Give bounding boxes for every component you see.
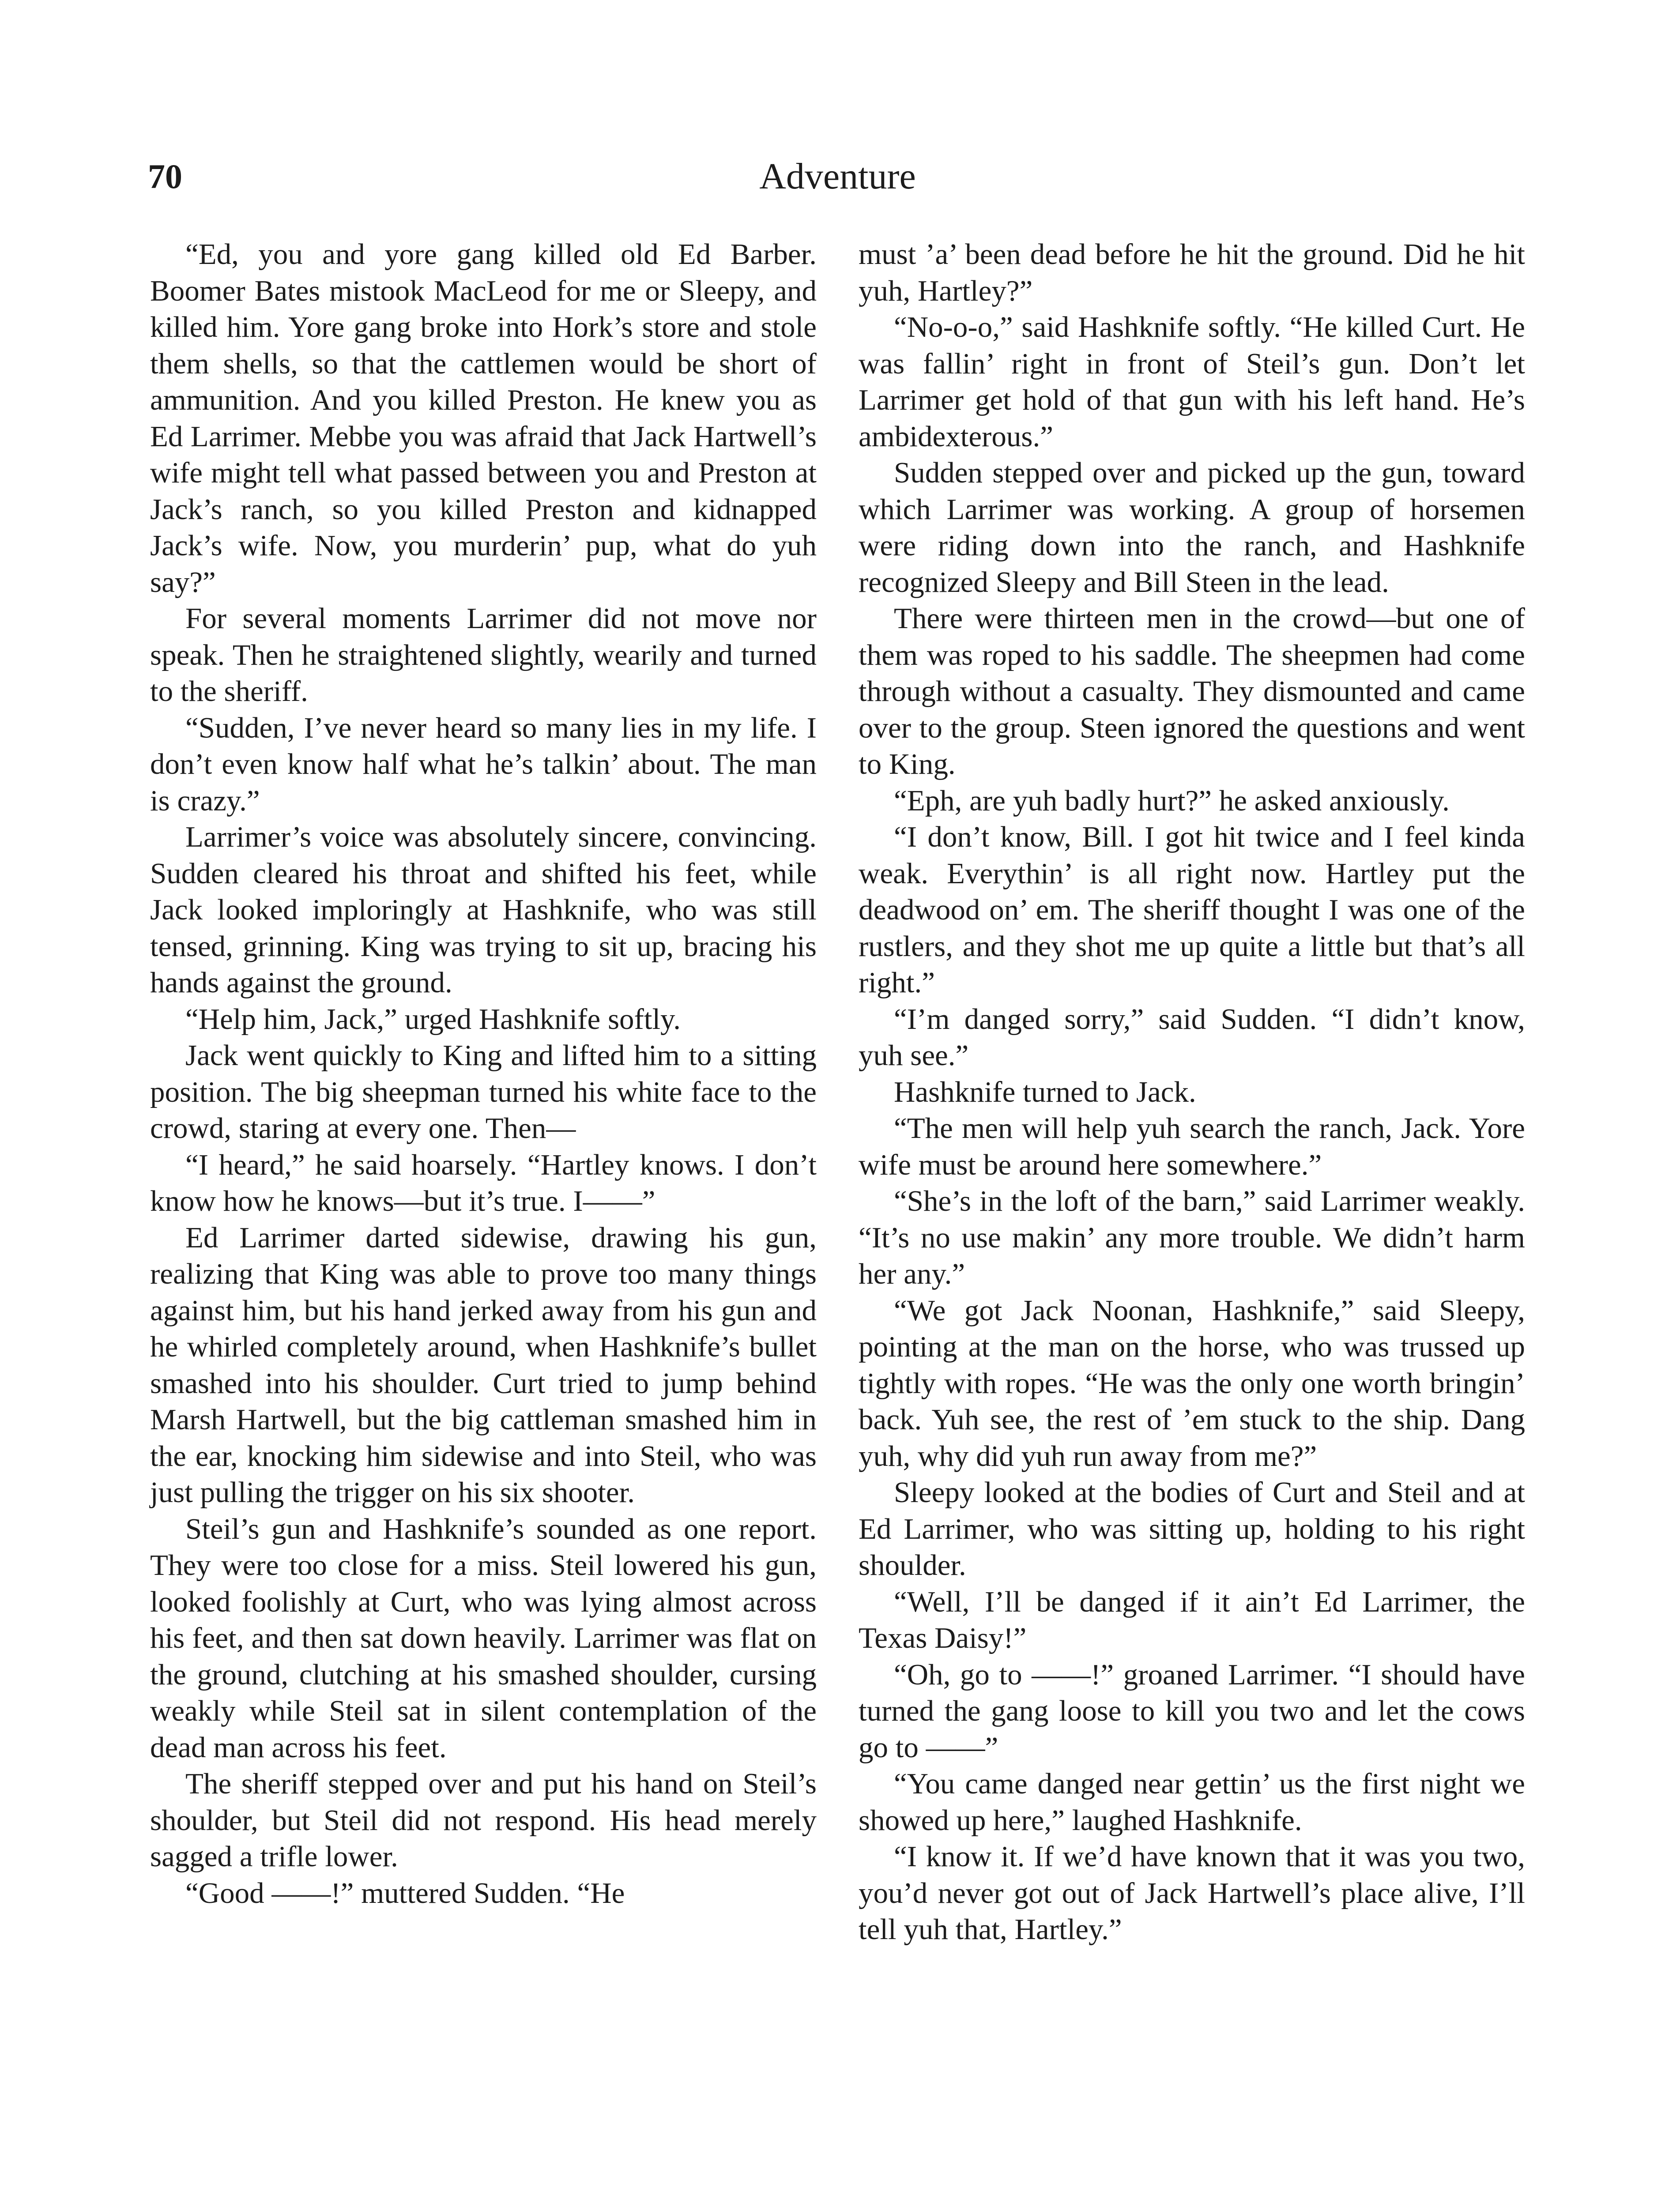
paragraph: Larrimer’s voice was absolutely sincere, convincing. Sudden cleared his throat and shifted his feet, while Jack looked imploringly at Hashknife, who was still tensed, grinning. King was trying to sit up, bracing his hands against the ground. bbox=[150, 821, 817, 999]
paragraph: There were thirteen men in the crowd—but one of them was roped to his saddle. The sheepmen had come through without a casualty. They dismounted and came over to the group. Steen ignored the questions and went to King. bbox=[859, 602, 1525, 780]
paragraph: “I don’t know, Bill. I got hit twice and I feel kinda weak. Everythin’ is all right now. Hartley put the deadwood on’ em. The sheriff thought I was one of the rustlers, and they shot me up quite a little but that’s all right.” bbox=[859, 821, 1525, 999]
paragraph: “I’m danged sorry,” said Sudden. “I didn’t know, yuh see.” bbox=[859, 1002, 1525, 1072]
paragraph: “I know it. If we’d have known that it was you two, you’d never got out of Jack Hartwell’s place alive, I’ll tell yuh that, Hartley.” bbox=[859, 1840, 1525, 1946]
left-column bbox=[150, 236, 817, 1911]
paragraph: “No-o-o,” said Hashknife softly. “He killed Curt. He was fallin’ right in front of Steil’s gun. Don’t let Larrimer get hold of that gun with his left hand. He’s ambidexterous.” bbox=[859, 311, 1525, 453]
paragraph: “I heard,” he said hoarsely. “Hartley knows. I don’t know how he knows—but it’s true. I——” bbox=[150, 1148, 817, 1217]
paragraph: “We got Jack Noonan, Hashknife,” said Sleepy, pointing at the man on the horse, who was trussed up tightly with ropes. “He was the only one worth bringin’ back. Yuh see, the rest of ’em stuck to the ship. Dang yuh, why did yuh run away from me?” bbox=[859, 1294, 1525, 1473]
paragraph: “Good ——!” muttered Sudden. “He bbox=[185, 1876, 625, 1909]
paragraph: For several moments Larrimer did not move nor speak. Then he straightened slightly, wearily and turned to the sheriff. bbox=[150, 602, 817, 708]
paragraph: “Help him, Jack,” urged Hashknife softly. bbox=[185, 1002, 681, 1036]
paragraph: The sheriff stepped over and put his hand on Steil’s shoulder, but Steil did not respond. His head merely sagged a trifle lower. bbox=[150, 1767, 817, 1873]
page-header bbox=[148, 148, 1527, 205]
paragraph: “Oh, go to ——!” groaned Larrimer. “I should have turned the gang loose to kill you two and let the cows go to ——” bbox=[859, 1658, 1525, 1764]
paragraph: “She’s in the loft of the barn,” said Larrimer weakly. “It’s no use makin’ any more trouble. We didn’t harm her any.” bbox=[859, 1185, 1525, 1290]
paragraph: Steil’s gun and Hashknife’s sounded as one report. They were too close for a miss. Steil lowered his gun, looked foolishly at Curt, who was lying almost across his feet, and then sat down heavily. Larrimer was flat on the ground, clutching at his smashed shoulder, cursing weakly while Steil sat in silent contemplation of the dead man across his feet. bbox=[150, 1512, 817, 1764]
paragraph: Hashknife turned to Jack. bbox=[894, 1075, 1196, 1108]
right-column bbox=[859, 236, 1525, 1948]
paragraph: “The men will help yuh search the ranch, Jack. Yore wife must be around here somewhere.” bbox=[859, 1112, 1525, 1181]
paragraph: “Well, I’ll be danged if it ain’t Ed Larrimer, the Texas Daisy!” bbox=[859, 1585, 1525, 1654]
paragraph: Sudden stepped over and picked up the gun, toward which Larrimer was working. A group of horsemen were riding down into the ranch, and Hashknife recognized Sleepy and Bill Steen in the lead. bbox=[859, 456, 1525, 599]
paragraph: “Ed, you and yore gang killed old Ed Barber. Boomer Bates mistook MacLeod for me or Sleepy, and killed him. Yore gang broke into Hork’s store and stole them shells, so that the cattlemen would be short of ammunition. And you killed Preston. He knew you as Ed Larrimer. Mebbe you was afraid that Jack Hartwell’s wife might tell what passed between you and Preston at Jack’s ranch, so you killed Preston and kidnapped Jack’s wife. Now, you murderin’ pup, what do yuh say?” bbox=[150, 238, 817, 599]
paragraph: “You came danged near gettin’ us the first night we showed up here,” laughed Hashknife. bbox=[859, 1767, 1525, 1837]
page-number: 70 bbox=[148, 157, 182, 196]
paragraph: “Sudden, I’ve never heard so many lies in my life. I don’t even know half what he’s talkin’ about. The man is crazy.” bbox=[150, 711, 817, 817]
paragraph: Jack went quickly to King and lifted him to a sitting position. The big sheepman turned his white face to the crowd, staring at every one. Then— bbox=[150, 1039, 817, 1145]
paragraph: “Eph, are yuh badly hurt?” he asked anxiously. bbox=[894, 784, 1450, 817]
paragraph: Ed Larrimer darted sidewise, drawing his gun, realizing that King was able to prove too many things against him, but his hand jerked away from his gun and he whirled completely around, when Hashknife’s bullet smashed into his shoulder. Curt tried to jump behind Marsh Hartwell, but the big cattleman smashed him in the ear, knocking him sidewise and into Steil, who was just pulling the trigger on his six shooter. bbox=[150, 1221, 817, 1509]
paragraph: Sleepy looked at the bodies of Curt and Steil and at Ed Larrimer, who was sitting up, holding to his right shoulder. bbox=[859, 1476, 1525, 1582]
paragraph-continued: must ’a’ been dead before he hit the ground. Did he hit yuh, Hartley?” bbox=[859, 238, 1525, 307]
magazine-title: Adventure bbox=[759, 156, 916, 197]
